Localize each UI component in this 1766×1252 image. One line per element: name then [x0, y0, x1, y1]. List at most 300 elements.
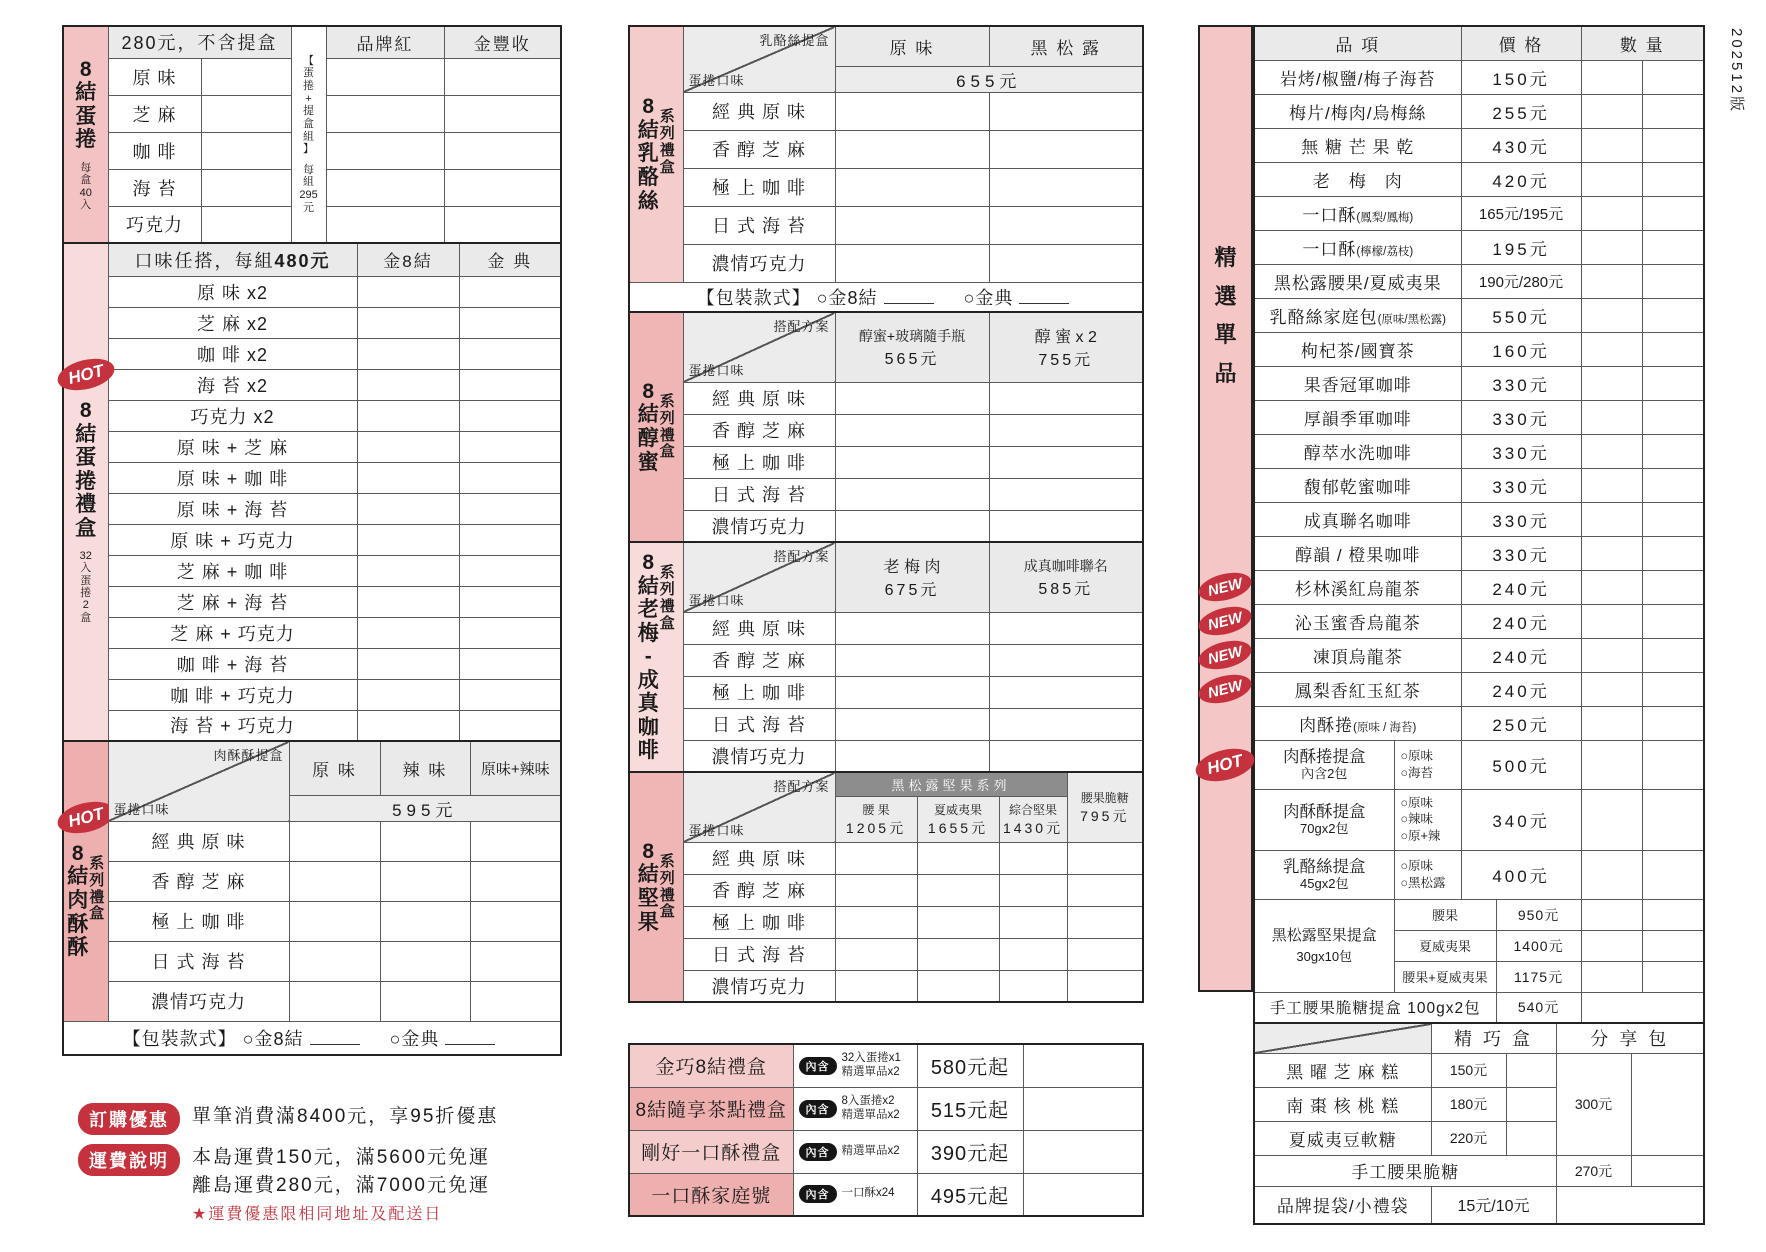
qty-cell[interactable] — [1631, 1053, 1704, 1155]
table-row — [63, 617, 561, 648]
flavor-option[interactable]: ○原味 — [1400, 859, 1434, 874]
item-options — [1394, 789, 1461, 850]
qty-cell[interactable] — [1581, 740, 1642, 789]
qty-cell[interactable] — [835, 740, 989, 772]
flavor-option[interactable]: ○原味 — [1400, 749, 1434, 764]
table-row — [629, 612, 1143, 644]
table-row — [63, 307, 561, 338]
qty-cell[interactable] — [1067, 906, 1143, 938]
flavor-label: 原 味 — [108, 58, 201, 95]
qty-cell[interactable] — [1556, 1186, 1704, 1224]
qty-cell[interactable] — [357, 524, 459, 555]
flavor-label: 海 苔 — [108, 169, 201, 206]
plum-coffee-band — [629, 542, 683, 772]
contents-line: 精選單品x2 — [841, 1144, 900, 1157]
qty-cell[interactable] — [1023, 1044, 1143, 1087]
qty-cell[interactable] — [1581, 706, 1642, 740]
qty-cell[interactable] — [459, 524, 561, 555]
qty-cell[interactable] — [444, 132, 561, 169]
qty-cell[interactable] — [999, 938, 1067, 970]
qty-cell[interactable] — [1642, 162, 1704, 196]
col-header-cashew: 腰 果 1205元 — [835, 796, 917, 842]
item-name: 一口酥(鳳梨/鳳梅) — [1254, 196, 1461, 230]
qty-cell[interactable] — [835, 414, 989, 446]
qty-cell[interactable] — [1581, 400, 1642, 434]
qty-cell[interactable] — [917, 970, 999, 1002]
qty-cell[interactable] — [357, 555, 459, 586]
flavor-option[interactable]: ○辣味 — [1400, 812, 1434, 827]
qty-cell[interactable] — [1067, 938, 1143, 970]
qty-cell[interactable] — [1506, 1121, 1556, 1155]
item-name: 肉酥捲(原味 / 海苔) — [1254, 706, 1461, 740]
giftbox-band — [63, 243, 108, 741]
qty-cell[interactable] — [1506, 1087, 1556, 1121]
flavor-label: 日 式 海 苔 — [683, 206, 835, 244]
flavor-option[interactable]: ○黑松露 — [1400, 875, 1446, 890]
qty-cell[interactable] — [1581, 850, 1642, 899]
qty-cell[interactable] — [444, 206, 561, 243]
qty-cell[interactable] — [289, 981, 380, 1021]
col-header-gold8: 金8結 — [357, 243, 459, 276]
qty-cell[interactable] — [459, 369, 561, 400]
qty-cell[interactable] — [459, 710, 561, 741]
qty-cell[interactable] — [989, 92, 1143, 130]
qty-cell[interactable] — [380, 941, 470, 981]
qty-cell[interactable] — [1642, 930, 1704, 961]
qty-cell[interactable] — [989, 382, 1143, 414]
package-option-gold8[interactable]: ○金8結 — [816, 287, 878, 308]
qty-cell[interactable] — [1581, 298, 1642, 332]
qty-cell[interactable] — [1642, 502, 1704, 536]
item-price: 400元 — [1461, 850, 1581, 899]
combo-flavor-label: 咖 啡 + 巧克力 — [108, 679, 357, 710]
combo-box-price: 390元起 — [917, 1130, 1023, 1173]
qty-cell[interactable] — [459, 431, 561, 462]
qty-cell[interactable] — [999, 906, 1067, 938]
combo-box-name: 一口酥家庭號 — [629, 1173, 793, 1216]
qty-cell[interactable] — [989, 510, 1143, 542]
qty-cell[interactable] — [1581, 638, 1642, 672]
qty-cell[interactable] — [1631, 1155, 1704, 1186]
qty-cell[interactable] — [1581, 196, 1642, 230]
item-price: 190元/280元 — [1461, 264, 1581, 298]
qty-cell[interactable] — [444, 169, 561, 206]
table-row — [629, 906, 1143, 938]
item-price: 250元 — [1461, 706, 1581, 740]
qty-cell[interactable] — [1581, 930, 1642, 961]
package-qty-blank[interactable] — [310, 1029, 360, 1045]
qty-cell[interactable] — [357, 307, 459, 338]
flavor-label: 日 式 海 苔 — [683, 708, 835, 740]
table-row — [629, 446, 1143, 478]
qty-cell[interactable] — [357, 710, 459, 741]
table-row — [63, 400, 561, 431]
qty-cell[interactable] — [989, 168, 1143, 206]
item-name: 黑松露堅果提盒 30gx10包 — [1254, 899, 1394, 992]
qty-cell[interactable] — [357, 369, 459, 400]
item-name: 乳酪絲家庭包(原味/黑松露) — [1254, 298, 1461, 332]
qty-cell[interactable] — [1642, 332, 1704, 366]
qty-cell[interactable] — [989, 644, 1143, 676]
qty-cell[interactable] — [357, 679, 459, 710]
flavor-label: 濃情巧克力 — [108, 981, 289, 1021]
qty-cell[interactable] — [917, 938, 999, 970]
qty-cell[interactable] — [459, 617, 561, 648]
qty-cell[interactable] — [201, 169, 291, 206]
qty-cell[interactable] — [1642, 961, 1704, 992]
qty-cell[interactable] — [1581, 961, 1642, 992]
item-name: 肉酥酥提盒 70gx2包 — [1254, 789, 1394, 850]
qty-cell[interactable] — [1023, 1087, 1143, 1130]
qty-cell[interactable] — [289, 901, 380, 941]
item-price: 240元 — [1461, 638, 1581, 672]
qty-cell[interactable] — [1642, 638, 1704, 672]
contents-line: 8入蛋捲x2 — [841, 1094, 895, 1107]
qty-cell[interactable] — [1581, 672, 1642, 706]
qty-cell[interactable] — [835, 168, 989, 206]
qty-cell[interactable] — [380, 821, 470, 861]
qty-cell[interactable] — [1067, 842, 1143, 874]
combo-flavor-label: 海 苔 + 巧克力 — [108, 710, 357, 741]
qty-cell[interactable] — [1642, 536, 1704, 570]
qty-cell[interactable] — [989, 206, 1143, 244]
qty-cell[interactable] — [835, 244, 989, 282]
combo-box-contents — [793, 1173, 917, 1216]
qty-cell[interactable] — [989, 130, 1143, 168]
qty-cell[interactable] — [1581, 332, 1642, 366]
qty-cell[interactable] — [999, 970, 1067, 1002]
qty-cell[interactable] — [201, 132, 291, 169]
item-row — [1254, 332, 1704, 366]
table-row — [629, 874, 1143, 906]
qty-cell[interactable] — [357, 648, 459, 679]
hot-badge: HOT — [54, 353, 117, 395]
egg-rolls-band-content — [66, 58, 106, 211]
qty-cell[interactable] — [470, 901, 561, 941]
qty-cell[interactable] — [917, 842, 999, 874]
qty-cell[interactable] — [1581, 94, 1642, 128]
qty-cell[interactable] — [1581, 992, 1704, 1023]
qty-cell[interactable] — [1023, 1173, 1143, 1216]
qty-cell[interactable] — [1581, 789, 1642, 850]
qty-cell[interactable] — [470, 981, 561, 1021]
flavor-label: 濃情巧克力 — [683, 244, 835, 282]
col-header-macadamia: 夏威夷果 1655元 — [917, 796, 999, 842]
qty-cell[interactable] — [1506, 1053, 1556, 1087]
pork-floss-matrix-header — [108, 741, 289, 821]
cheese-price: 655元 — [835, 66, 1143, 92]
col-header-gold-harvest: 金豐收 — [444, 26, 561, 58]
share-pack-price: 300元 — [1556, 1053, 1631, 1155]
qty-cell[interactable] — [989, 708, 1143, 740]
package-option-gold8[interactable]: ○金8結 — [242, 1028, 304, 1049]
qty-cell[interactable] — [1642, 400, 1704, 434]
qty-cell[interactable] — [999, 874, 1067, 906]
flavor-label: 香 醇 芝 麻 — [683, 414, 835, 446]
qty-cell[interactable] — [1642, 899, 1704, 930]
item-price: 430元 — [1461, 128, 1581, 162]
qty-cell[interactable] — [459, 400, 561, 431]
item-price: 330元 — [1461, 400, 1581, 434]
flavor-option[interactable]: ○海苔 — [1400, 765, 1434, 780]
qty-cell[interactable] — [835, 970, 917, 1002]
qty-cell[interactable] — [835, 842, 917, 874]
qty-cell[interactable] — [357, 400, 459, 431]
qty-cell[interactable] — [459, 276, 561, 307]
variant-price: 950元 — [1496, 899, 1581, 930]
qty-cell[interactable] — [459, 338, 561, 369]
table-row — [63, 462, 561, 493]
item-name: 南 棗 核 桃 糕 — [1254, 1087, 1431, 1121]
item-row — [1254, 298, 1704, 332]
qty-cell[interactable] — [1581, 502, 1642, 536]
table-row — [629, 676, 1143, 708]
qty-cell[interactable] — [1581, 60, 1642, 94]
col-header-original: 原 味 — [835, 26, 989, 66]
qty-cell[interactable] — [470, 861, 561, 901]
flavor-label: 極 上 咖 啡 — [683, 906, 835, 938]
qty-cell[interactable] — [459, 648, 561, 679]
combo-flavor-label: 芝 麻 x2 — [108, 307, 357, 338]
qty-cell[interactable] — [989, 740, 1143, 772]
mix-header — [108, 243, 357, 276]
item-row — [1254, 434, 1704, 468]
qty-cell[interactable] — [459, 586, 561, 617]
qty-cell[interactable] — [1067, 874, 1143, 906]
item-name: 手工腰果脆糖提盒 100gx2包 — [1254, 992, 1496, 1023]
qty-cell[interactable] — [835, 92, 989, 130]
qty-cell[interactable] — [1642, 366, 1704, 400]
qty-cell[interactable] — [917, 874, 999, 906]
qty-cell[interactable] — [1581, 468, 1642, 502]
item-price: 150元 — [1431, 1053, 1506, 1087]
qty-cell[interactable] — [835, 446, 989, 478]
col-header-old-plum: 老 梅 肉 675元 — [835, 542, 989, 612]
mix-header-price: 480元 — [274, 250, 331, 271]
combo-flavor-label: 咖 啡 x2 — [108, 338, 357, 369]
combo-boxes-table — [628, 1043, 1144, 1217]
qty-cell[interactable] — [459, 555, 561, 586]
flavor-option[interactable]: ○原味 — [1400, 796, 1434, 811]
item-row — [1254, 400, 1704, 434]
table-row — [629, 842, 1143, 874]
col-header-truffle: 黑 松 露 — [989, 26, 1143, 66]
combo-set-label: 【 蛋 捲 + 提 盒 組 】 — [303, 54, 315, 156]
contains-badge: 內含 — [799, 1143, 837, 1161]
qty-cell[interactable] — [1581, 162, 1642, 196]
qty-cell[interactable] — [835, 478, 989, 510]
flavor-label: 香 醇 芝 麻 — [108, 861, 289, 901]
qty-cell[interactable] — [835, 206, 989, 244]
qty-cell[interactable] — [1581, 899, 1642, 930]
package-style-label: 【包裝款式】 — [122, 1028, 237, 1049]
qty-cell[interactable] — [835, 612, 989, 644]
honey-band-title: 8 結 醇 蜜 — [637, 379, 659, 474]
qty-cell[interactable] — [1642, 60, 1704, 94]
qty-cell[interactable] — [357, 586, 459, 617]
mix-header-prefix: 口味任搭，每組 — [134, 250, 275, 271]
qty-cell[interactable] — [1023, 1130, 1143, 1173]
item-price: 160元 — [1461, 332, 1581, 366]
item-name: 品牌提袋/小禮袋 — [1254, 1186, 1431, 1224]
qty-cell[interactable] — [1581, 128, 1642, 162]
flavor-option[interactable]: ○原+辣 — [1400, 828, 1441, 843]
qty-cell[interactable] — [459, 679, 561, 710]
qty-cell[interactable] — [380, 861, 470, 901]
item-size-note: 45gx2包 — [1300, 875, 1349, 891]
pork-floss-giftbox-table — [62, 740, 562, 1056]
item-name: 老 梅 肉 — [1254, 162, 1461, 196]
qty-cell[interactable] — [1642, 298, 1704, 332]
qty-cell[interactable] — [835, 510, 989, 542]
item-options — [1394, 740, 1461, 789]
qty-cell[interactable] — [357, 276, 459, 307]
qty-cell[interactable] — [1642, 434, 1704, 468]
table-row — [63, 369, 561, 400]
qty-cell[interactable] — [989, 676, 1143, 708]
qty-cell[interactable] — [835, 874, 917, 906]
item-row — [1254, 740, 1704, 789]
item-options — [1394, 850, 1461, 899]
table-row — [63, 431, 561, 462]
order-notes — [78, 1103, 598, 1233]
qty-cell[interactable] — [357, 493, 459, 524]
plum-coffee-band-title: 8 結 老 梅 - 成 真 咖 啡 — [637, 551, 659, 763]
qty-cell[interactable] — [835, 676, 989, 708]
qty-cell[interactable] — [289, 861, 380, 901]
item-name: 夏威夷豆軟糖 — [1254, 1121, 1431, 1155]
qty-cell[interactable] — [459, 462, 561, 493]
qty-cell[interactable] — [835, 906, 917, 938]
package-qty-blank[interactable] — [884, 288, 934, 304]
item-row — [1254, 366, 1704, 400]
item-row — [1254, 230, 1704, 264]
qty-cell[interactable] — [1581, 434, 1642, 468]
qty-cell[interactable] — [1642, 672, 1704, 706]
qty-cell[interactable] — [835, 382, 989, 414]
qty-cell[interactable] — [1642, 128, 1704, 162]
qty-cell[interactable] — [357, 338, 459, 369]
qty-cell[interactable] — [357, 462, 459, 493]
qty-cell[interactable] — [989, 244, 1143, 282]
qty-cell[interactable] — [835, 130, 989, 168]
package-style-row — [629, 282, 1143, 312]
qty-cell[interactable] — [380, 981, 470, 1021]
qty-cell[interactable] — [999, 842, 1067, 874]
table-row — [629, 478, 1143, 510]
combo-flavor-label: 原 味 + 咖 啡 — [108, 462, 357, 493]
qty-cell[interactable] — [326, 95, 444, 132]
qty-cell[interactable] — [917, 906, 999, 938]
qty-cell[interactable] — [1642, 740, 1704, 789]
qty-cell[interactable] — [444, 95, 561, 132]
qty-cell[interactable] — [989, 414, 1143, 446]
qty-cell[interactable] — [1581, 264, 1642, 298]
cheese-band-content — [632, 95, 681, 213]
qty-cell[interactable] — [326, 169, 444, 206]
nuts-band — [629, 772, 683, 1002]
col-header-honey-bottle: 醇蜜+玻璃隨手瓶 565元 — [835, 312, 989, 382]
item-name: 醇韻 / 橙果咖啡 — [1254, 536, 1461, 570]
qty-cell[interactable] — [989, 612, 1143, 644]
qty-cell[interactable] — [289, 821, 380, 861]
qty-cell[interactable] — [1581, 230, 1642, 264]
combo-box-row — [629, 1173, 1143, 1216]
version-label: 202512版 — [1728, 28, 1745, 115]
qty-cell[interactable] — [470, 941, 561, 981]
matrix-header-bottom: 蛋捲口味 — [688, 72, 745, 88]
qty-cell[interactable] — [989, 478, 1143, 510]
item-name: 沁玉蜜香烏龍茶 — [1254, 604, 1461, 638]
qty-cell[interactable] — [357, 431, 459, 462]
item-name: 枸杞茶/國寶茶 — [1254, 332, 1461, 366]
qty-cell[interactable] — [201, 58, 291, 95]
item-name: 馥郁乾蜜咖啡 — [1254, 468, 1461, 502]
qty-cell[interactable] — [201, 95, 291, 132]
qty-cell[interactable] — [459, 493, 561, 524]
item-row — [1254, 604, 1704, 638]
qty-cell[interactable] — [1642, 196, 1704, 230]
qty-cell[interactable] — [1642, 850, 1704, 899]
qty-cell[interactable] — [1581, 570, 1642, 604]
qty-cell[interactable] — [1581, 604, 1642, 638]
package-option-golden[interactable]: ○金典 — [963, 287, 1014, 308]
qty-cell[interactable] — [835, 644, 989, 676]
qty-cell[interactable] — [1581, 536, 1642, 570]
combo-box-contents — [793, 1044, 917, 1087]
item-name: 成真聯名咖啡 — [1254, 502, 1461, 536]
qty-cell[interactable] — [1642, 468, 1704, 502]
col-header-share-pack: 分 享 包 — [1556, 1023, 1704, 1053]
qty-cell[interactable] — [1642, 789, 1704, 850]
qty-cell[interactable] — [1642, 706, 1704, 740]
qty-cell[interactable] — [380, 901, 470, 941]
qty-cell[interactable] — [1642, 230, 1704, 264]
table-row — [63, 981, 561, 1021]
item-price: 340元 — [1461, 789, 1581, 850]
qty-cell[interactable] — [1642, 94, 1704, 128]
item-row — [1254, 128, 1704, 162]
qty-cell[interactable] — [444, 58, 561, 95]
qty-cell[interactable] — [1581, 366, 1642, 400]
qty-cell[interactable] — [1642, 570, 1704, 604]
flavor-label: 巧克力 — [108, 206, 201, 243]
qty-cell[interactable] — [1067, 970, 1143, 1002]
qty-cell[interactable] — [201, 206, 291, 243]
item-price: 240元 — [1461, 672, 1581, 706]
package-qty-blank[interactable] — [1019, 288, 1069, 304]
qty-cell[interactable] — [357, 617, 459, 648]
qty-cell[interactable] — [326, 132, 444, 169]
qty-cell[interactable] — [989, 446, 1143, 478]
flavor-label: 極 上 咖 啡 — [683, 446, 835, 478]
package-qty-blank[interactable] — [445, 1029, 495, 1045]
qty-cell[interactable] — [1642, 604, 1704, 638]
qty-cell[interactable] — [289, 941, 380, 981]
package-option-golden[interactable]: ○金典 — [389, 1028, 440, 1049]
qty-cell[interactable] — [326, 58, 444, 95]
flavor-label: 日 式 海 苔 — [108, 941, 289, 981]
qty-cell[interactable] — [326, 206, 444, 243]
item-row — [1254, 264, 1704, 298]
qty-cell[interactable] — [835, 708, 989, 740]
right-column — [1253, 25, 1703, 1225]
qty-cell[interactable] — [1642, 264, 1704, 298]
qty-cell[interactable] — [470, 821, 561, 861]
qty-cell[interactable] — [459, 307, 561, 338]
qty-cell[interactable] — [835, 938, 917, 970]
table-row — [629, 244, 1143, 282]
